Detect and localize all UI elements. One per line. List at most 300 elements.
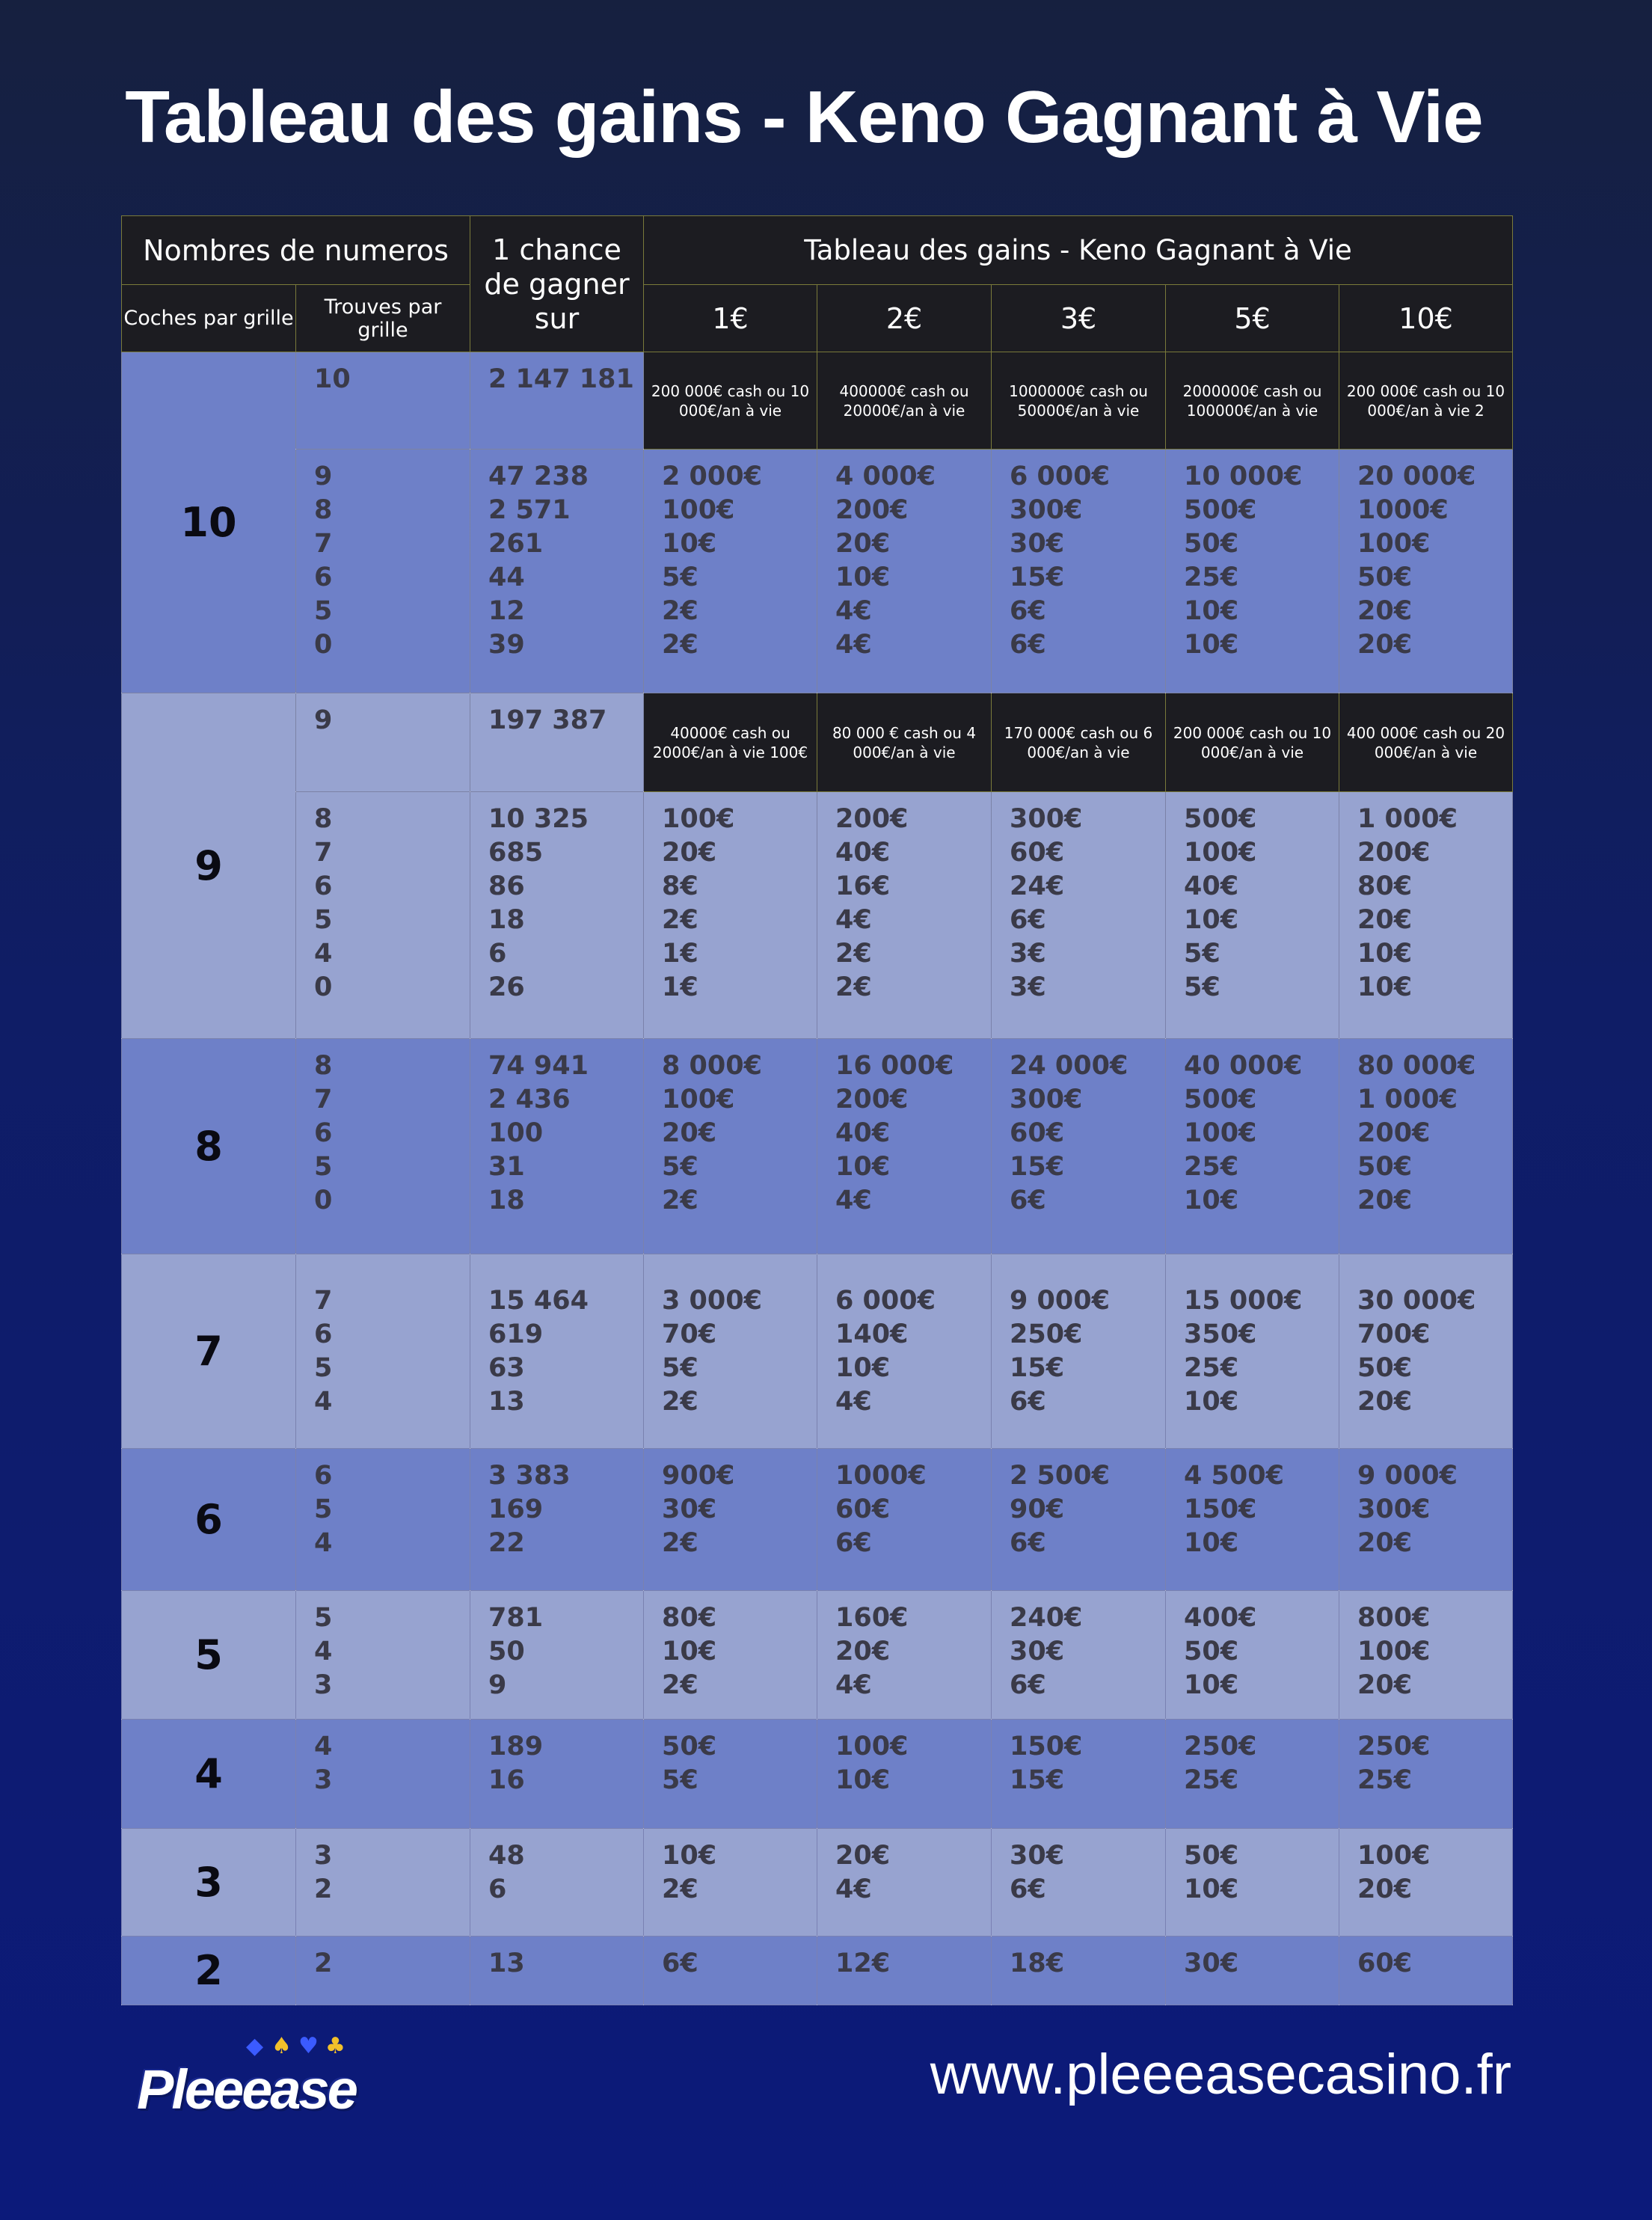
value-line: 50€ xyxy=(1357,562,1413,592)
table-row xyxy=(122,792,1513,1039)
header-nombres: Nombres de numeros xyxy=(122,216,470,285)
value-line: 26 xyxy=(488,972,525,1002)
value-line: 20€ xyxy=(835,1841,891,1871)
value-line: 6 xyxy=(314,1319,333,1349)
jackpot-cell: 2000000€ cash ou 100000€/an à vie xyxy=(1166,352,1339,450)
gain-cell xyxy=(1166,1039,1339,1254)
value-line: 2€ xyxy=(835,972,872,1002)
value-line: 5€ xyxy=(1184,972,1220,1002)
value-line: 25€ xyxy=(1184,1152,1239,1182)
value-line: 25€ xyxy=(1184,1353,1239,1383)
value-line: 10€ xyxy=(662,1841,717,1871)
jackpot-cell: 400000€ cash ou 20000€/an à vie xyxy=(817,352,992,450)
value-line: 10€ xyxy=(835,1353,891,1383)
list xyxy=(1339,1449,1512,1560)
chance-cell xyxy=(470,1254,644,1449)
value-line: 6 xyxy=(314,1461,333,1491)
chance-top: 2 147 181 xyxy=(488,364,634,394)
list xyxy=(296,1254,470,1419)
list xyxy=(992,1039,1165,1218)
value-line: 5 xyxy=(314,1152,333,1182)
value-line: 80€ xyxy=(1357,871,1413,901)
value-line: 100€ xyxy=(1357,1841,1431,1871)
trouves-cell xyxy=(296,1829,470,1937)
gain-cell xyxy=(992,1829,1166,1937)
list xyxy=(644,1591,817,1702)
gain-cell xyxy=(817,1254,992,1449)
value-line: 12€ xyxy=(835,1948,891,1978)
value-line: 20€ xyxy=(1357,1528,1413,1558)
chance-cell xyxy=(470,1449,644,1591)
trouves-cell xyxy=(296,1254,470,1449)
heart-icon: ♥ xyxy=(298,2033,319,2059)
gain-cell xyxy=(1166,792,1339,1039)
value-line: 3€ xyxy=(1010,939,1046,969)
table-row xyxy=(122,1591,1513,1720)
value-line: 10 000€ xyxy=(1184,462,1303,491)
value-line: 200€ xyxy=(835,804,909,834)
gain-cell xyxy=(817,1039,992,1254)
value-line: 4 xyxy=(314,1387,333,1417)
value-line: 74 941 xyxy=(488,1051,589,1081)
value-line: 3 xyxy=(314,1765,333,1795)
list xyxy=(1339,1591,1512,1702)
value-line: 1 000€ xyxy=(1357,804,1458,834)
list xyxy=(1339,1720,1512,1797)
value-line: 5€ xyxy=(662,1765,698,1795)
value-line: 5€ xyxy=(662,562,698,592)
list xyxy=(817,1937,991,1981)
value-line: 30€ xyxy=(1010,1841,1065,1871)
value-line: 10€ xyxy=(1184,1387,1239,1417)
value-line: 2€ xyxy=(662,1670,698,1700)
coches-cell: 2 xyxy=(122,1937,296,2005)
trouves-cell xyxy=(296,1449,470,1591)
value-line: 47 238 xyxy=(488,462,589,491)
value-line: 685 xyxy=(488,838,544,868)
jackpot-cell: 400 000€ cash ou 20 000€/an à vie xyxy=(1339,693,1513,792)
list xyxy=(1166,792,1339,1005)
gain-cell xyxy=(1339,450,1513,693)
value-line: 500€ xyxy=(1184,804,1257,834)
value-line: 20€ xyxy=(835,529,891,559)
chance-top: 197 387 xyxy=(488,705,607,735)
value-line: 10€ xyxy=(835,1765,891,1795)
coches-cell: 5 xyxy=(122,1591,296,1720)
gain-cell xyxy=(817,792,992,1039)
site-url: www.pleeeasecasino.fr xyxy=(930,2043,1511,2106)
list xyxy=(470,792,643,1005)
value-line: 100€ xyxy=(835,1732,909,1761)
list xyxy=(817,792,991,1005)
jackpot-cell: 200 000€ cash ou 10 000€/an à vie xyxy=(644,352,817,450)
value-line: 2€ xyxy=(662,596,698,626)
header-trouves: Trouves par grille xyxy=(296,285,470,352)
value-line: 300€ xyxy=(1010,804,1083,834)
value-line: 16 xyxy=(488,1765,525,1795)
value-line: 3€ xyxy=(1010,972,1046,1002)
list xyxy=(470,1720,643,1797)
gain-cell xyxy=(644,1591,817,1720)
coches-cell: 6 xyxy=(122,1449,296,1591)
chance-cell xyxy=(470,450,644,693)
value-line: 6 xyxy=(488,1874,507,1904)
gain-cell xyxy=(644,1937,817,2005)
value-line: 20€ xyxy=(1357,630,1413,660)
trouves-top-cell xyxy=(296,352,470,450)
value-line: 24 000€ xyxy=(1010,1051,1129,1081)
header-stake-2: 2€ xyxy=(817,285,992,352)
gain-cell xyxy=(1339,1720,1513,1829)
value-line: 90€ xyxy=(1010,1494,1065,1524)
value-line: 7 xyxy=(314,838,333,868)
list xyxy=(470,1254,643,1419)
coches-cell: 4 xyxy=(122,1720,296,1829)
list xyxy=(992,1829,1165,1907)
header-stake-10: 10€ xyxy=(1339,285,1513,352)
list xyxy=(992,1449,1165,1560)
jackpot-cell: 80 000 € cash ou 4 000€/an à vie xyxy=(817,693,992,792)
list xyxy=(1166,1254,1339,1419)
gain-cell xyxy=(1166,1720,1339,1829)
value-line: 6 000€ xyxy=(1010,462,1110,491)
list xyxy=(992,450,1165,662)
value-line: 16€ xyxy=(835,871,891,901)
list xyxy=(296,1829,470,1907)
value-line: 2 000€ xyxy=(662,462,762,491)
header-stake-1: 1€ xyxy=(644,285,817,352)
table-row xyxy=(122,693,1513,792)
value-line: 20€ xyxy=(1357,905,1413,935)
list xyxy=(296,1591,470,1702)
value-line: 25€ xyxy=(1184,1765,1239,1795)
value-line: 8 xyxy=(314,804,333,834)
value-line: 15€ xyxy=(1010,562,1065,592)
value-line: 9 xyxy=(314,462,333,491)
gain-cell xyxy=(644,1449,817,1591)
trouves-cell xyxy=(296,450,470,693)
gain-cell xyxy=(1339,1591,1513,1720)
gain-cell xyxy=(644,1720,817,1829)
trouves-cell xyxy=(296,1591,470,1720)
value-line: 4€ xyxy=(835,1874,872,1904)
value-line: 30€ xyxy=(1010,1637,1065,1666)
value-line: 10€ xyxy=(835,562,891,592)
jackpot-cell: 170 000€ cash ou 6 000€/an à vie xyxy=(992,693,1166,792)
jackpot-cell: 200 000€ cash ou 10 000€/an à vie xyxy=(1166,693,1339,792)
value-line: 3 000€ xyxy=(662,1286,762,1316)
value-line: 39 xyxy=(488,630,525,660)
value-line: 25€ xyxy=(1184,562,1239,592)
list xyxy=(296,1039,470,1218)
value-line: 100€ xyxy=(1357,1637,1431,1666)
value-line: 20€ xyxy=(1357,1186,1413,1215)
value-line: 781 xyxy=(488,1603,544,1633)
value-line: 100€ xyxy=(662,1085,735,1114)
value-line: 6€ xyxy=(1010,596,1046,626)
value-line: 6€ xyxy=(1010,630,1046,660)
list xyxy=(296,1720,470,1797)
list xyxy=(817,1449,991,1560)
gain-cell xyxy=(817,1829,992,1937)
value-line: 2€ xyxy=(662,1186,698,1215)
value-line: 50€ xyxy=(1184,529,1239,559)
value-line: 500€ xyxy=(1184,1085,1257,1114)
value-line: 50€ xyxy=(1184,1841,1239,1871)
value-line: 20€ xyxy=(1357,1874,1413,1904)
value-line: 200€ xyxy=(835,495,909,525)
value-line: 6 xyxy=(314,1118,333,1148)
gain-cell xyxy=(1339,1449,1513,1591)
gain-cell xyxy=(992,792,1166,1039)
value-line: 2 571 xyxy=(488,495,571,525)
value-line: 6€ xyxy=(1010,905,1046,935)
gain-cell xyxy=(817,1937,992,2005)
list xyxy=(470,1829,643,1907)
value-line: 10€ xyxy=(1357,939,1413,969)
value-line: 100€ xyxy=(1357,529,1431,559)
table-row xyxy=(122,1829,1513,1937)
value-line: 100€ xyxy=(1184,1118,1257,1148)
pleeease-logo xyxy=(137,2033,369,2123)
value-line: 160€ xyxy=(835,1603,909,1633)
value-line: 31 xyxy=(488,1152,525,1182)
value-line: 4 xyxy=(314,939,333,969)
list xyxy=(644,1039,817,1218)
value-line: 700€ xyxy=(1357,1319,1431,1349)
value-line: 9 xyxy=(488,1670,507,1700)
value-line: 18€ xyxy=(1010,1948,1065,1978)
coches-cell: 8 xyxy=(122,1039,296,1254)
value-line: 80€ xyxy=(662,1603,717,1633)
gain-cell xyxy=(644,792,817,1039)
value-line: 10€ xyxy=(1184,1874,1239,1904)
list xyxy=(1166,1449,1339,1560)
value-line: 3 xyxy=(314,1841,333,1871)
value-line: 40€ xyxy=(835,838,891,868)
gain-cell xyxy=(1339,1829,1513,1937)
value-line: 5€ xyxy=(662,1152,698,1182)
value-line: 200€ xyxy=(1357,1118,1431,1148)
value-line: 13 xyxy=(488,1948,525,1978)
value-line: 22 xyxy=(488,1528,525,1558)
gain-cell xyxy=(992,1937,1166,2005)
value-line: 200€ xyxy=(835,1085,909,1114)
list xyxy=(1166,1039,1339,1218)
value-line: 6€ xyxy=(1010,1874,1046,1904)
list xyxy=(296,1937,470,1981)
chance-cell xyxy=(470,1720,644,1829)
value-line: 4€ xyxy=(835,630,872,660)
header-chance: 1 chance de gagner sur xyxy=(470,216,644,352)
value-line: 15 464 xyxy=(488,1286,589,1316)
value-line: 100€ xyxy=(662,495,735,525)
value-line: 500€ xyxy=(1184,495,1257,525)
value-line: 6€ xyxy=(662,1948,698,1978)
list xyxy=(1339,1039,1512,1218)
gain-cell xyxy=(644,1039,817,1254)
value-line: 150€ xyxy=(1184,1494,1257,1524)
list xyxy=(992,1720,1165,1797)
header-stake-5: 5€ xyxy=(1166,285,1339,352)
list xyxy=(296,450,470,662)
value-line: 3 383 xyxy=(488,1461,571,1491)
value-line: 40€ xyxy=(835,1118,891,1148)
value-line: 6 xyxy=(488,939,507,969)
list xyxy=(817,1591,991,1702)
club-icon: ♣ xyxy=(325,2033,346,2059)
value-line: 4€ xyxy=(835,596,872,626)
value-line: 44 xyxy=(488,562,525,592)
value-line: 80 000€ xyxy=(1357,1051,1476,1081)
value-line: 7 xyxy=(314,1286,333,1316)
list xyxy=(644,450,817,662)
table-row xyxy=(122,1937,1513,2005)
gain-cell xyxy=(644,450,817,693)
value-line: 10€ xyxy=(1184,596,1239,626)
list xyxy=(817,1720,991,1797)
value-line: 169 xyxy=(488,1494,544,1524)
list xyxy=(1166,1829,1339,1907)
value-line: 8€ xyxy=(662,871,698,901)
list xyxy=(644,792,817,1005)
list xyxy=(992,792,1165,1005)
value-line: 10€ xyxy=(662,1637,717,1666)
value-line: 1000€ xyxy=(1357,495,1449,525)
list xyxy=(992,1254,1165,1419)
value-line: 4€ xyxy=(835,1186,872,1215)
value-line: 300€ xyxy=(1357,1494,1431,1524)
list xyxy=(644,1254,817,1419)
table-row xyxy=(122,1039,1513,1254)
value-line: 50€ xyxy=(662,1732,717,1761)
gain-cell xyxy=(1166,450,1339,693)
value-line: 4 xyxy=(314,1637,333,1666)
list xyxy=(817,1254,991,1419)
value-line: 60€ xyxy=(1357,1948,1413,1978)
value-line: 140€ xyxy=(835,1319,909,1349)
value-line: 15€ xyxy=(1010,1353,1065,1383)
table-row xyxy=(122,1449,1513,1591)
value-line: 4 xyxy=(314,1732,333,1761)
list xyxy=(992,1937,1165,1981)
value-line: 2 436 xyxy=(488,1085,571,1114)
value-line: 6 000€ xyxy=(835,1286,936,1316)
value-line: 4€ xyxy=(835,1387,872,1417)
value-line: 5 xyxy=(314,1353,333,1383)
value-line: 2 500€ xyxy=(1010,1461,1110,1491)
value-line: 10€ xyxy=(1184,1670,1239,1700)
value-line: 25€ xyxy=(1357,1765,1413,1795)
trouves-top-cell xyxy=(296,693,470,792)
value-line: 2 xyxy=(314,1948,333,1978)
list xyxy=(1339,792,1512,1005)
chance-cell xyxy=(470,1829,644,1937)
value-line: 18 xyxy=(488,1186,525,1215)
value-line: 619 xyxy=(488,1319,544,1349)
value-line: 1€ xyxy=(662,972,698,1002)
value-line: 10€ xyxy=(1184,1186,1239,1215)
gain-cell xyxy=(817,1449,992,1591)
gain-cell xyxy=(1339,792,1513,1039)
list xyxy=(817,1829,991,1907)
value-line: 5€ xyxy=(662,1353,698,1383)
list xyxy=(296,1449,470,1560)
trouves-cell xyxy=(296,1937,470,2005)
value-line: 50€ xyxy=(1184,1637,1239,1666)
coches-cell: 7 xyxy=(122,1254,296,1449)
value-line: 250€ xyxy=(1357,1732,1431,1761)
jackpot-cell: 200 000€ cash ou 10 000€/an à vie 2 xyxy=(1339,352,1513,450)
gain-cell xyxy=(1166,1591,1339,1720)
value-line: 2€ xyxy=(662,1387,698,1417)
coches-cell: 10 xyxy=(122,352,296,693)
value-line: 10€ xyxy=(1357,972,1413,1002)
value-line: 70€ xyxy=(662,1319,717,1349)
value-line: 10€ xyxy=(1184,630,1239,660)
gains-table xyxy=(121,215,1513,2005)
gain-cell xyxy=(817,1720,992,1829)
value-line: 8 000€ xyxy=(662,1051,762,1081)
list xyxy=(644,1829,817,1907)
list xyxy=(1166,450,1339,662)
value-line: 30 000€ xyxy=(1357,1286,1476,1316)
list xyxy=(470,450,643,662)
value-line: 16 000€ xyxy=(835,1051,954,1081)
value-line: 60€ xyxy=(835,1494,891,1524)
value-line: 15 000€ xyxy=(1184,1286,1303,1316)
value-line: 20€ xyxy=(835,1637,891,1666)
value-line: 30€ xyxy=(1184,1948,1239,1978)
value-line: 20€ xyxy=(1357,1670,1413,1700)
value-line: 0 xyxy=(314,1186,333,1215)
value-line: 86 xyxy=(488,871,525,901)
value-line: 6€ xyxy=(835,1528,872,1558)
value-line: 300€ xyxy=(1010,495,1083,525)
value-line: 20€ xyxy=(1357,596,1413,626)
list xyxy=(1166,1937,1339,1981)
value-line: 6€ xyxy=(1010,1528,1046,1558)
value-line: 9 000€ xyxy=(1357,1461,1458,1491)
list xyxy=(470,1449,643,1560)
value-line: 2€ xyxy=(835,939,872,969)
value-line: 5 xyxy=(314,1494,333,1524)
trouves-cell xyxy=(296,1720,470,1829)
page-title: Tableau des gains - Keno Gagnant à Vie xyxy=(125,76,1483,158)
list xyxy=(644,1937,817,1981)
value-line: 5€ xyxy=(1184,939,1220,969)
value-line: 250€ xyxy=(1010,1319,1083,1349)
list xyxy=(296,792,470,1005)
value-line: 2€ xyxy=(662,630,698,660)
header-coches: Coches par grille xyxy=(122,285,296,352)
value-line: 900€ xyxy=(662,1461,735,1491)
value-line: 6€ xyxy=(1010,1670,1046,1700)
value-line: 1€ xyxy=(662,939,698,969)
value-line: 4 500€ xyxy=(1184,1461,1284,1491)
gain-cell xyxy=(992,1254,1166,1449)
gain-cell xyxy=(817,1591,992,1720)
gain-cell xyxy=(1339,1254,1513,1449)
value-line: 2€ xyxy=(662,1528,698,1558)
gain-cell xyxy=(1166,1937,1339,2005)
list xyxy=(470,1039,643,1218)
value-line: 50 xyxy=(488,1637,525,1666)
gain-cell xyxy=(1166,1254,1339,1449)
value-line: 18 xyxy=(488,905,525,935)
list xyxy=(644,1449,817,1560)
value-line: 10 325 xyxy=(488,804,589,834)
